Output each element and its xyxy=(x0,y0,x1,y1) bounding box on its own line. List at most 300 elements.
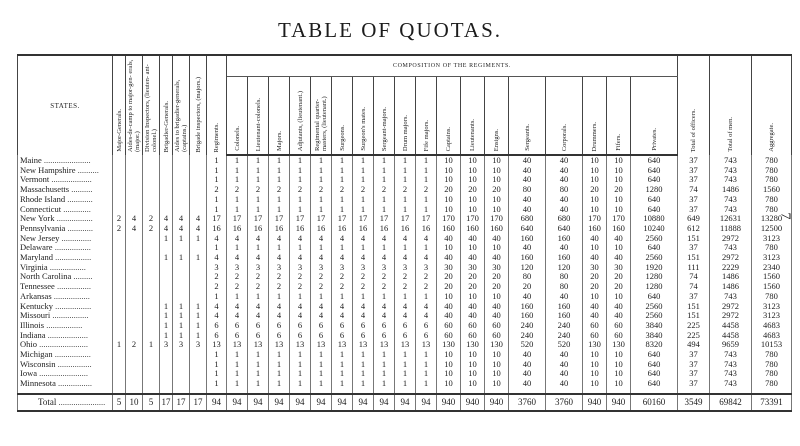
value-cell: 4 xyxy=(269,311,290,321)
states-header xyxy=(18,55,113,155)
value-cell: 1 xyxy=(227,369,248,379)
value-cell: 640 xyxy=(631,155,678,166)
value-cell: 4 xyxy=(332,253,353,263)
value-cell xyxy=(160,195,173,205)
value-cell: 80 xyxy=(546,185,583,195)
column-header-label: Major-Generals. xyxy=(115,109,123,152)
value-cell: 1 xyxy=(190,253,207,263)
value-cell: 780 xyxy=(752,369,792,379)
value-cell: 20 xyxy=(437,185,461,195)
value-cell: 13 xyxy=(416,340,437,350)
value-cell: 240 xyxy=(509,321,546,331)
value-cell: 37 xyxy=(678,360,710,370)
value-cell xyxy=(143,185,160,195)
state-name: Total xyxy=(38,396,57,407)
value-cell: 13 xyxy=(207,340,227,350)
value-cell xyxy=(126,331,143,341)
value-cell: 2 xyxy=(353,185,374,195)
value-cell: 1 xyxy=(311,155,332,166)
value-cell: 40 xyxy=(509,175,546,185)
value-cell: 1280 xyxy=(631,272,678,282)
value-cell: 2 xyxy=(207,185,227,195)
value-cell: 494 xyxy=(678,340,710,350)
value-cell: 640 xyxy=(631,369,678,379)
value-cell: 40 xyxy=(509,369,546,379)
value-cell: 17 xyxy=(374,214,395,224)
total-row xyxy=(18,394,792,411)
value-cell: 37 xyxy=(678,292,710,302)
value-cell: 10 xyxy=(461,379,485,389)
value-cell xyxy=(113,263,126,273)
value-cell: 2 xyxy=(207,282,227,292)
state-name: New Jersey xyxy=(20,233,60,243)
value-cell: 10 xyxy=(126,394,143,411)
table-row xyxy=(18,360,792,370)
column-header-label: Brigade inspectors, (majors.) xyxy=(194,76,202,152)
value-cell: 1 xyxy=(227,155,248,166)
value-cell: 1 xyxy=(353,350,374,360)
leader-dots: ....................... xyxy=(37,369,88,379)
value-cell: 1 xyxy=(160,302,173,312)
value-cell: 20 xyxy=(607,272,631,282)
value-cell: 2972 xyxy=(710,311,752,321)
value-cell: 13 xyxy=(332,340,353,350)
value-cell: 1 xyxy=(227,292,248,302)
column-header-wrap xyxy=(290,77,310,154)
value-cell: 2972 xyxy=(710,302,752,312)
value-cell: 13 xyxy=(374,340,395,350)
value-cell: 649 xyxy=(678,214,710,224)
value-cell: 60 xyxy=(437,321,461,331)
value-cell: 40 xyxy=(583,302,607,312)
column-header-wrap xyxy=(583,77,606,154)
state-cell xyxy=(18,243,113,253)
value-cell: 30 xyxy=(583,263,607,273)
value-cell: 10 xyxy=(583,243,607,253)
value-cell: 69842 xyxy=(710,394,752,411)
value-cell: 6 xyxy=(227,331,248,341)
value-cell xyxy=(113,282,126,292)
value-cell: 10 xyxy=(461,350,485,360)
value-cell xyxy=(113,311,126,321)
value-cell: 160 xyxy=(546,234,583,244)
value-cell: 20 xyxy=(607,282,631,292)
value-cell: 1 xyxy=(173,331,190,341)
value-cell: 30 xyxy=(485,263,509,273)
value-cell: 2 xyxy=(248,185,269,195)
value-cell: 10 xyxy=(583,155,607,166)
value-cell: 40 xyxy=(607,253,631,263)
value-cell: 10 xyxy=(583,195,607,205)
value-cell: 160 xyxy=(546,253,583,263)
value-cell: 780 xyxy=(752,175,792,185)
value-cell: 94 xyxy=(227,394,248,411)
value-cell: 4 xyxy=(311,253,332,263)
page-title: TABLE OF QUOTAS. xyxy=(277,18,503,42)
value-cell: 10 xyxy=(485,205,509,215)
value-cell: 4 xyxy=(160,214,173,224)
column-header-wrap xyxy=(416,77,436,154)
value-cell: 743 xyxy=(710,205,752,215)
value-cell: 130 xyxy=(461,340,485,350)
value-cell: 1 xyxy=(374,175,395,185)
value-cell: 4 xyxy=(353,253,374,263)
value-cell: 17 xyxy=(207,214,227,224)
value-cell: 4 xyxy=(374,302,395,312)
value-cell: 130 xyxy=(607,340,631,350)
value-cell: 1 xyxy=(248,379,269,389)
value-cell: 4 xyxy=(416,311,437,321)
value-cell xyxy=(113,253,126,263)
value-cell: 1 xyxy=(248,360,269,370)
value-cell xyxy=(173,185,190,195)
value-cell: 94 xyxy=(374,394,395,411)
value-cell: 780 xyxy=(752,155,792,166)
leader-dots: .......... xyxy=(69,185,93,195)
value-cell: 4 xyxy=(190,214,207,224)
state-cell xyxy=(18,205,113,215)
value-cell xyxy=(190,243,207,253)
value-cell: 80 xyxy=(509,185,546,195)
value-cell: 1 xyxy=(269,360,290,370)
value-cell xyxy=(126,379,143,389)
value-cell: 4 xyxy=(248,234,269,244)
state-name: Tennessee xyxy=(20,282,55,292)
value-cell: 94 xyxy=(416,394,437,411)
value-cell: 3 xyxy=(248,263,269,273)
value-cell xyxy=(173,175,190,185)
value-cell xyxy=(143,234,160,244)
column-header-wrap xyxy=(374,77,394,154)
column-header xyxy=(353,77,374,156)
value-cell: 74 xyxy=(678,282,710,292)
value-cell: 2 xyxy=(269,282,290,292)
value-cell: 6 xyxy=(374,331,395,341)
value-cell: 1 xyxy=(207,369,227,379)
value-cell: 170 xyxy=(485,214,509,224)
value-cell: 20 xyxy=(509,282,546,292)
value-cell: 10 xyxy=(583,175,607,185)
value-cell: 3123 xyxy=(752,311,792,321)
value-cell: 1 xyxy=(227,166,248,176)
value-cell: 60 xyxy=(437,331,461,341)
table-header xyxy=(18,55,792,155)
value-cell: 1 xyxy=(416,350,437,360)
column-header-label: Corporals. xyxy=(560,123,568,151)
value-cell: 2 xyxy=(126,340,143,350)
table-row xyxy=(18,243,792,253)
leader-dots: ................ xyxy=(54,282,91,292)
value-cell: 1 xyxy=(395,292,416,302)
column-header-label: Drummers. xyxy=(591,121,598,151)
value-cell: 10 xyxy=(437,205,461,215)
value-cell xyxy=(143,205,160,215)
state-name: New Hampshire xyxy=(20,165,76,175)
column-header xyxy=(583,77,607,156)
value-cell xyxy=(113,234,126,244)
value-cell: 6 xyxy=(374,321,395,331)
state-name: Massachusetts xyxy=(20,185,70,195)
value-cell: 1 xyxy=(248,205,269,215)
value-cell: 10 xyxy=(437,369,461,379)
value-cell: 13 xyxy=(290,340,311,350)
value-cell: 4 xyxy=(374,311,395,321)
value-cell xyxy=(143,379,160,389)
value-cell: 2 xyxy=(248,282,269,292)
value-cell: 10 xyxy=(607,369,631,379)
value-cell: 5 xyxy=(143,394,160,411)
value-cell: 37 xyxy=(678,175,710,185)
value-cell: 10 xyxy=(437,155,461,166)
value-cell xyxy=(143,166,160,176)
value-cell xyxy=(113,321,126,331)
value-cell: 60160 xyxy=(631,394,678,411)
value-cell: 4 xyxy=(290,302,311,312)
table-row xyxy=(18,234,792,244)
value-cell: 40 xyxy=(583,234,607,244)
state-cell xyxy=(18,224,113,234)
value-cell: 4 xyxy=(207,302,227,312)
value-cell xyxy=(173,292,190,302)
value-cell: 40 xyxy=(437,311,461,321)
value-cell xyxy=(190,350,207,360)
state-name: Michigan xyxy=(20,350,53,360)
value-cell: 2 xyxy=(290,282,311,292)
value-cell: 16 xyxy=(416,224,437,234)
state-cell xyxy=(18,175,113,185)
value-cell xyxy=(143,155,160,166)
value-cell: 1 xyxy=(290,369,311,379)
value-cell: 40 xyxy=(461,253,485,263)
value-cell: 10 xyxy=(485,243,509,253)
value-cell: 680 xyxy=(546,214,583,224)
value-cell: 640 xyxy=(546,224,583,234)
leader-dots: ................. xyxy=(50,311,89,321)
value-cell: 74 xyxy=(678,272,710,282)
value-cell: 10 xyxy=(485,360,509,370)
value-cell: 4 xyxy=(416,253,437,263)
value-cell: 10 xyxy=(607,243,631,253)
value-cell: 1 xyxy=(290,155,311,166)
value-cell: 10 xyxy=(583,379,607,389)
value-cell: 1 xyxy=(160,321,173,331)
value-cell: 1 xyxy=(353,155,374,166)
value-cell xyxy=(113,360,126,370)
value-cell: 4683 xyxy=(752,321,792,331)
value-cell: 2 xyxy=(269,272,290,282)
value-cell: 40 xyxy=(583,253,607,263)
value-cell xyxy=(143,282,160,292)
value-cell: 37 xyxy=(678,369,710,379)
state-cell xyxy=(18,350,113,360)
value-cell: 2 xyxy=(311,282,332,292)
value-cell: 60 xyxy=(461,321,485,331)
column-header-label: Aides to brigadier-generals, (captains.) xyxy=(174,79,188,152)
value-cell: 37 xyxy=(678,379,710,389)
leader-dots: ................... xyxy=(49,175,92,185)
value-cell: 6 xyxy=(332,321,353,331)
value-cell: 40 xyxy=(546,379,583,389)
value-cell: 1 xyxy=(190,311,207,321)
value-cell xyxy=(143,195,160,205)
value-cell: 640 xyxy=(631,175,678,185)
value-cell: 1 xyxy=(332,175,353,185)
value-cell: 1 xyxy=(248,292,269,302)
column-header xyxy=(311,77,332,156)
value-cell: 1 xyxy=(311,243,332,253)
value-cell: 40 xyxy=(509,350,546,360)
value-cell: 2560 xyxy=(631,311,678,321)
column-header xyxy=(607,77,631,156)
value-cell: 1 xyxy=(227,243,248,253)
value-cell: 40 xyxy=(583,311,607,321)
value-cell: 743 xyxy=(710,292,752,302)
value-cell: 743 xyxy=(710,155,752,166)
value-cell: 10153 xyxy=(752,340,792,350)
value-cell: 1 xyxy=(269,205,290,215)
value-cell: 1486 xyxy=(710,282,752,292)
value-cell xyxy=(113,331,126,341)
value-cell xyxy=(160,292,173,302)
value-cell: 20 xyxy=(437,272,461,282)
value-cell: 17 xyxy=(353,214,374,224)
value-cell: 743 xyxy=(710,369,752,379)
column-header xyxy=(113,55,126,155)
value-cell: 3760 xyxy=(509,394,546,411)
value-cell: 4 xyxy=(395,302,416,312)
column-header-wrap xyxy=(752,58,791,155)
state-cell xyxy=(18,263,113,273)
value-cell: 20 xyxy=(485,185,509,195)
column-header xyxy=(248,77,269,156)
column-header xyxy=(710,55,752,155)
value-cell: 10 xyxy=(461,166,485,176)
state-cell xyxy=(18,394,113,411)
value-cell: 160 xyxy=(607,224,631,234)
value-cell: 1 xyxy=(332,292,353,302)
value-cell: 1 xyxy=(332,243,353,253)
value-cell: 1 xyxy=(227,175,248,185)
value-cell: 2 xyxy=(332,185,353,195)
value-cell: 10 xyxy=(485,175,509,185)
value-cell xyxy=(113,243,126,253)
value-cell xyxy=(190,282,207,292)
value-cell: 17 xyxy=(248,214,269,224)
value-cell: 1 xyxy=(332,166,353,176)
value-cell: 4 xyxy=(207,234,227,244)
value-cell: 2 xyxy=(248,272,269,282)
value-cell xyxy=(160,166,173,176)
value-cell: 40 xyxy=(485,234,509,244)
value-cell: 1 xyxy=(290,175,311,185)
value-cell xyxy=(173,369,190,379)
quota-table xyxy=(17,54,792,412)
value-cell xyxy=(113,155,126,166)
value-cell: 10 xyxy=(461,360,485,370)
value-cell xyxy=(160,175,173,185)
value-cell: 780 xyxy=(752,195,792,205)
value-cell: 16 xyxy=(227,224,248,234)
value-cell: 6 xyxy=(227,321,248,331)
value-cell xyxy=(190,292,207,302)
state-cell xyxy=(18,195,113,205)
value-cell: 4 xyxy=(395,311,416,321)
leader-dots: ................. xyxy=(54,214,93,224)
value-cell: 640 xyxy=(631,360,678,370)
column-header-wrap xyxy=(631,77,677,154)
value-cell: 17 xyxy=(269,214,290,224)
value-cell: 1 xyxy=(227,360,248,370)
value-cell: 17 xyxy=(332,214,353,224)
value-cell: 3 xyxy=(374,263,395,273)
value-cell: 10 xyxy=(485,195,509,205)
value-cell: 940 xyxy=(461,394,485,411)
column-header-wrap xyxy=(509,77,545,154)
value-cell: 4 xyxy=(416,302,437,312)
column-header-label: Colonels. xyxy=(233,126,241,151)
value-cell: 4 xyxy=(126,214,143,224)
value-cell: 1 xyxy=(395,195,416,205)
value-cell: 3760 xyxy=(546,394,583,411)
value-cell: 40 xyxy=(607,302,631,312)
column-header xyxy=(752,55,792,155)
value-cell: 1 xyxy=(395,205,416,215)
leader-dots: ............ xyxy=(65,194,93,204)
value-cell: 1 xyxy=(269,350,290,360)
value-cell: 1 xyxy=(248,369,269,379)
value-cell: 37 xyxy=(678,350,710,360)
value-cell: 1 xyxy=(248,166,269,176)
value-cell: 6 xyxy=(311,331,332,341)
value-cell xyxy=(143,292,160,302)
state-cell xyxy=(18,360,113,370)
value-cell: 940 xyxy=(583,394,607,411)
value-cell: 40 xyxy=(485,302,509,312)
value-cell: 4 xyxy=(290,253,311,263)
value-cell: 1 xyxy=(395,350,416,360)
table-row xyxy=(18,379,792,389)
value-cell: 3123 xyxy=(752,234,792,244)
value-cell: 1 xyxy=(190,331,207,341)
value-cell xyxy=(173,155,190,166)
value-cell: 6 xyxy=(416,321,437,331)
value-cell: 780 xyxy=(752,243,792,253)
value-cell: 1 xyxy=(332,379,353,389)
value-cell: 1 xyxy=(269,379,290,389)
value-cell: 4 xyxy=(160,224,173,234)
value-cell: 1 xyxy=(173,234,190,244)
value-cell: 1 xyxy=(173,253,190,263)
value-cell: 10240 xyxy=(631,224,678,234)
value-cell: 240 xyxy=(509,331,546,341)
value-cell: 2 xyxy=(395,272,416,282)
value-cell: 160 xyxy=(583,224,607,234)
value-cell: 73391 xyxy=(752,394,792,411)
value-cell xyxy=(113,272,126,282)
value-cell xyxy=(190,379,207,389)
value-cell: 1920 xyxy=(631,263,678,273)
value-cell: 780 xyxy=(752,350,792,360)
column-header xyxy=(485,77,509,156)
value-cell: 37 xyxy=(678,155,710,166)
column-header xyxy=(509,77,546,156)
value-cell: 640 xyxy=(509,224,546,234)
leader-dots: ................. xyxy=(52,243,91,253)
state-cell xyxy=(18,302,113,312)
value-cell: 4 xyxy=(311,302,332,312)
value-cell: 2560 xyxy=(631,234,678,244)
state-name: Arkansas xyxy=(20,291,52,301)
